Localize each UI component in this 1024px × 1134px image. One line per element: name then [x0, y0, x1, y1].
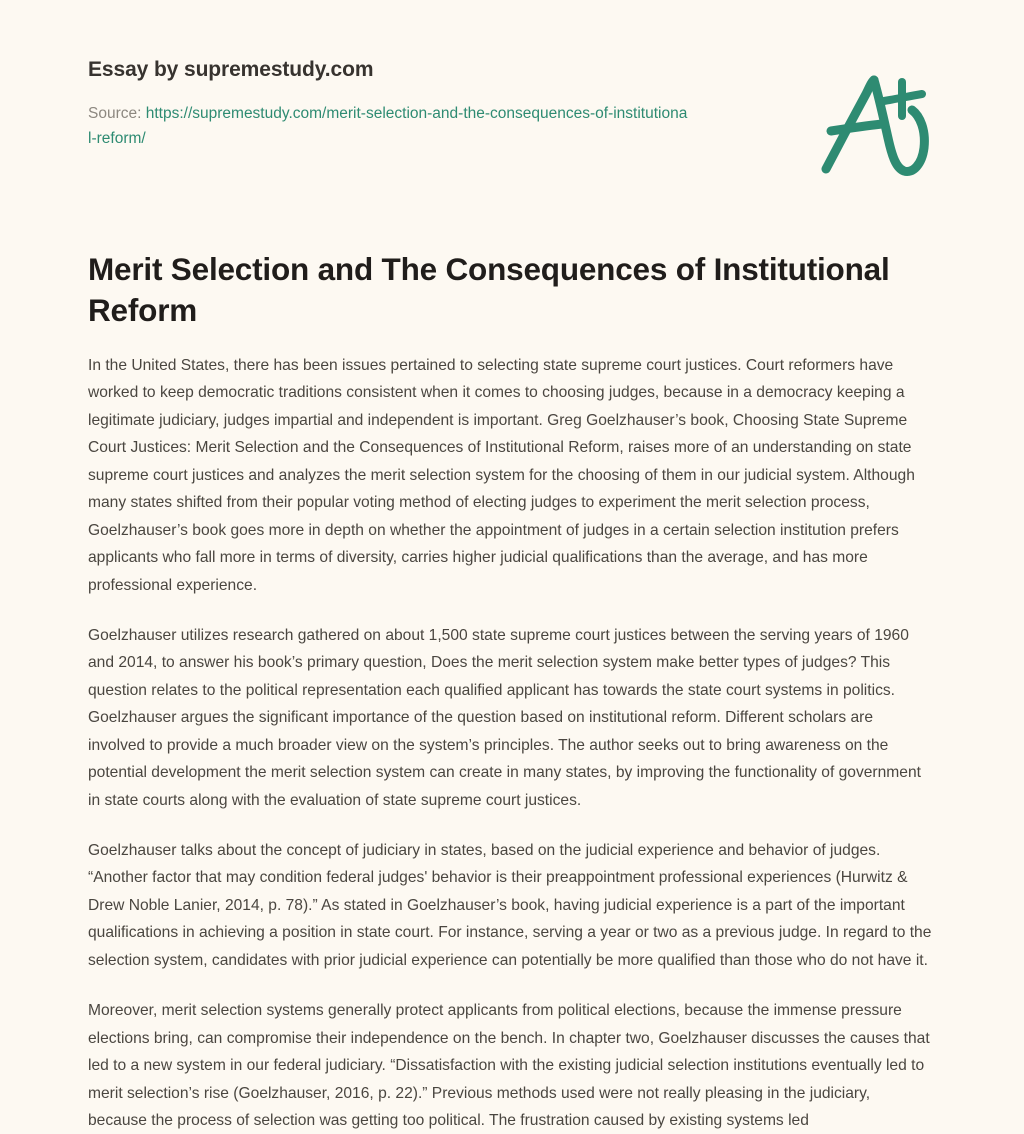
- essay-byline: Essay by supremestudy.com: [88, 58, 374, 81]
- source-label: Source:: [88, 105, 146, 123]
- source-url-link[interactable]: https://supremestudy.com/merit-selection-and-the-consequences-of-institutional-reform/: [88, 105, 688, 148]
- a-plus-icon: [812, 68, 940, 184]
- a-plus-logo: [812, 68, 940, 184]
- paragraph: Goelzhauser utilizes research gathered on about 1,500 state supreme court justices between the serving years of 1960 and 2014, to answer his book’s primary question, Does the merit selection system make better types of judges? This question relates to the political representation each qualified applicant has towards the state court systems in politics. Goelzhauser argues the significant importance of the question based on institutional reform. Different scholars are involved to provide a much broader view on the system’s principles. The author seeks out to bring awareness on the potential development the merit selection system can create in many states, by improving the functionality of government in state courts along with the evaluation of state supreme court justices.: [88, 626, 921, 809]
- page-title: Merit Selection and The Consequences of Institutional Reform: [88, 251, 890, 328]
- essay-body: [88, 352, 933, 1134]
- paragraph: In the United States, there has been issues pertained to selecting state supreme court justices. Court reformers have worked to keep democratic traditions consistent when it comes to choosing judges, because in a democracy keeping a legitimate judiciary, judges impartial and independent is important. Greg Goelzhauser’s book, Choosing State Supreme Court Justices: Merit Selection and the Consequences of Institutional Reform, raises more of an understanding on state supreme court justices and analyzes the merit selection system for the choosing of them in our judicial system. Although many states shifted from their popular voting method of electing judges to experiment the merit selection process, Goelzhauser’s book goes more in depth on whether the appointment of judges in a certain selection institution prefers applicants who fall more in terms of diversity, carries higher judicial qualifications than the average, and has more professional experience.: [88, 357, 915, 594]
- source-line: [88, 101, 688, 151]
- paragraph: Goelzhauser talks about the concept of judiciary in states, based on the judicial experience and behavior of judges. “Another factor that may condition federal judges' behavior is their preappointment professional experiences (Hurwitz & Drew Noble Lanier, 2014, p. 78).” As stated in Goelzhauser’s book, having judicial experience is a part of the important qualifications in achieving a position in state court. For instance, serving a year or two as a previous judge. In regard to the selection system, candidates with prior judicial experience can potentially be more qualified than those who do not have it.: [88, 842, 932, 969]
- paragraph: Moreover, merit selection systems generally protect applicants from political elections, because the immense pressure elections bring, can compromise their independence on the bench. In chapter two, Goelzhauser discusses the causes that led to a new system in our federal judiciary. “Dissatisfaction with the existing judicial selection institutions eventually led to merit selection’s rise (Goelzhauser, 2016, p. 22).” Previous methods used were not really pleasing in the judiciary, because the process of selection was getting too political. The frustration caused by existing systems led: [88, 1002, 930, 1129]
- page-header: [88, 56, 788, 152]
